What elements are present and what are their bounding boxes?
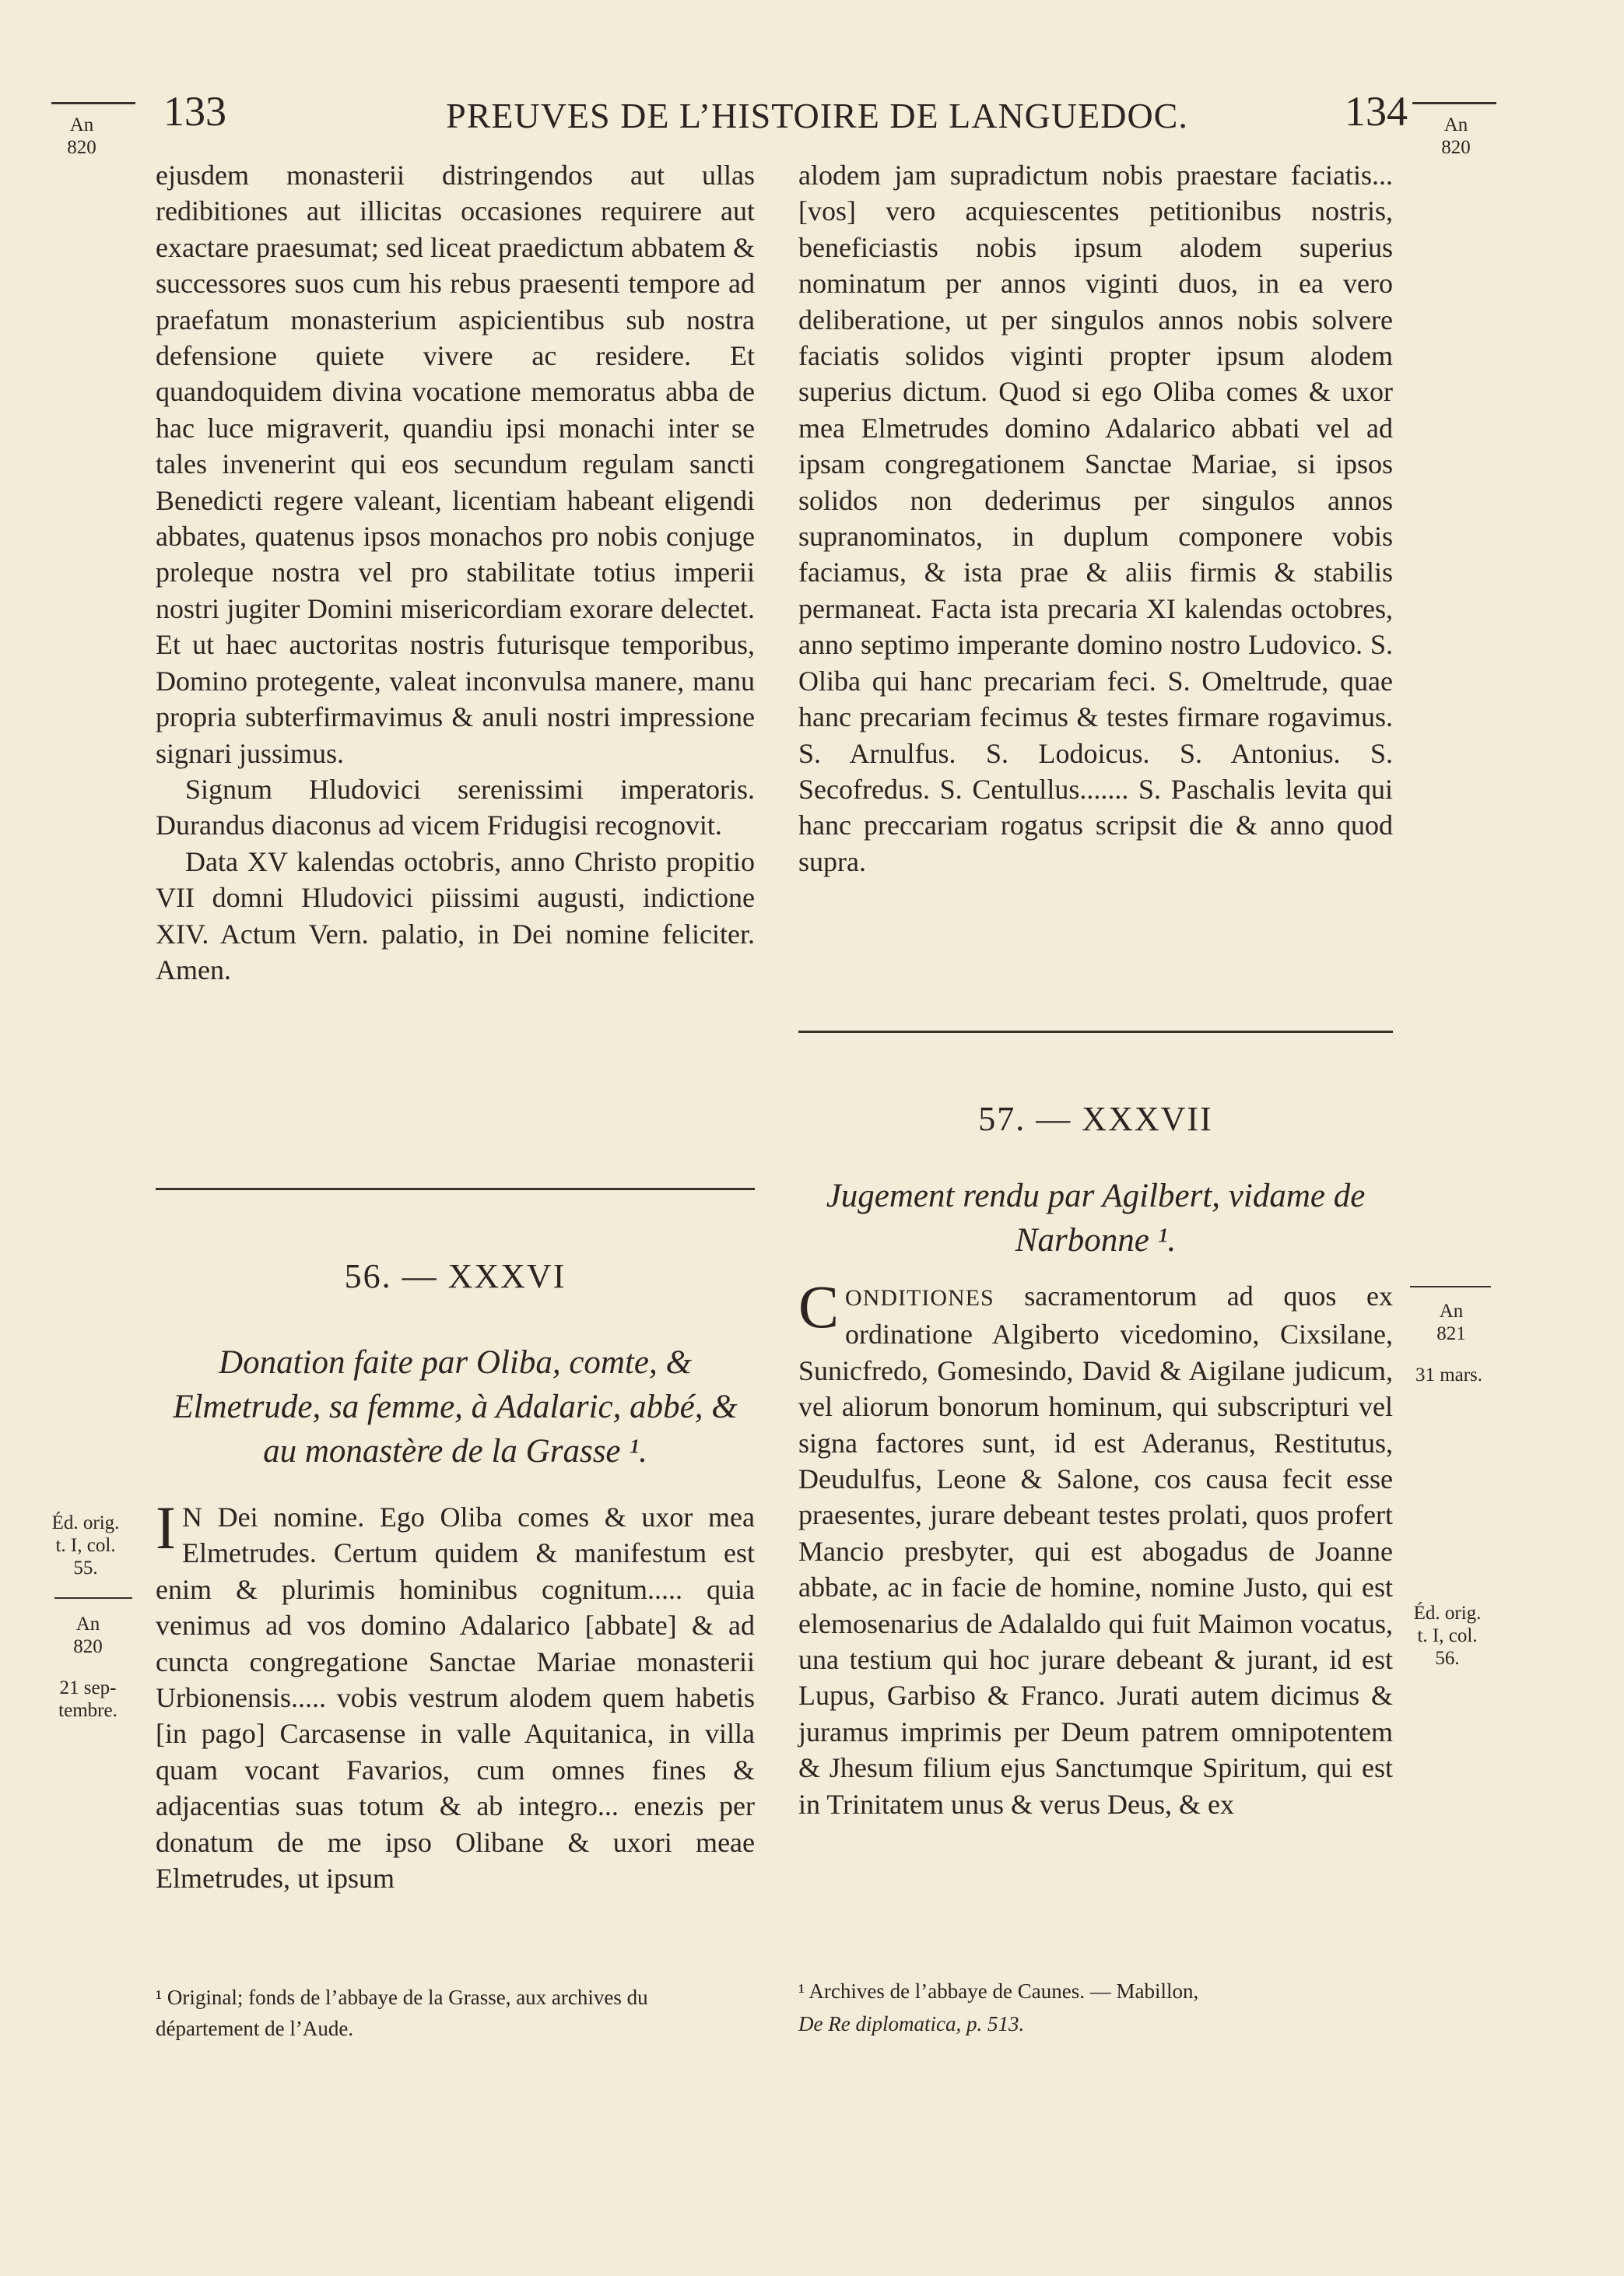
right-section-rule [798,1031,1393,1033]
right-drop-cap: C [798,1273,840,1340]
left-paragraph-3: Data XV kalendas octobris, anno Christo propitio VII domni Hludovici piissimi augusti, indictione XIV. Actum Vern. palatio, in Dei nomine feliciter. Amen. [156,845,755,985]
margin-year-top-right: An 820 [1441,114,1471,158]
left-paragraph-1: ejusdem monasterii distringendos aut ullas redibitiones aut illicitas occasiones requirere aut exactare praesumat; sed liceat praedictum abbatem & successores suos cum his rebus praesenti tempore ad praefatum monasterium aspicientibus sub nostra defensione quiete vivere ac residere. Et quandoquidem divina vocatione memoratus abba de hac luce migraverit, quandiu ipsi monachi inter se tales invenerint qui eos secundum regulam sancti Benedicti regere valeant, licentiam habeant eligendi abbates, quatenus ipsos monachos pro nobis conjuge proleque nostra vel pro stabilitate totius imperii nostri jugiter Domini misericordiam exorare delectet. Et ut haec auctoritas nostris futurisque temporibus, Domino protegente, valeat inconvulsa manere, manu propria subterfirmavimus & anuli nostri impressione signari jussimus. [156,160,755,769]
right-charter-body: sacramentorum ad quos ex ordinatione Algiberto vicedomino, Cixsilane, Sunicfredo, Gomesindo, David & Aigilane judicum, vel aliorum bonorum hominum, qui subscripturi vel signa factores sunt, id est Aderanus, Restitutus, Deudulfus, Leone & Salone, cos causa fecit esse praesentes, jurare debeant testes prolati, quos profert Mancio presbyter, qui est abogadus de Joanne abbate, ac in facie de homine, nomine Justo, qui est elemosenarius de Adalaldo qui fuit Maimon vocatus, una testium qui hoc jurare debeant & jurant, id est Lupus, Garbiso & Franco. Jurati autem dicimus & juramus imprimis per Deum patrem omnipotentem & Jhesum filium ejus Sanctumque Spiritum, qui est in Trinitatem unus & verus Deus, & ex [798,1280,1393,1820]
left-charter-text [156,1494,755,1896]
page-number-right: 134 [1345,88,1408,135]
right-section-heading: 57. — XXXVII [978,1100,1213,1138]
margin-rule-left [54,1597,132,1599]
left-drop-cap: I [156,1494,176,1561]
right-footnote-line-1: ¹ Archives de l’abbaye de Caunes. — Mabillon, [798,1979,1199,2003]
header-rule-left [51,102,135,104]
margin-year-top-left: An 820 [67,114,96,158]
margin-edition-left: Éd. orig. t. I, col. 55. [51,1512,120,1579]
margin-year-right: An 821 [1436,1301,1466,1344]
left-section-title: Donation faite par Oliba, comte, & Elmetrude, sa femme, à Adalaric, abbé, & au monastère de la Grasse ¹. [173,1344,738,1470]
margin-year-left: An 820 [73,1614,103,1657]
left-section-heading: 56. — XXXVI [344,1257,566,1295]
margin-rule-right [1410,1286,1491,1287]
left-section-rule [156,1188,755,1190]
margin-edition-right: Éd. orig. t. I, col. 56. [1413,1603,1482,1669]
left-charter-body: N Dei nomine. Ego Oliba comes & uxor mea Elmetrudes. Certum quidem & manifestum est enim & plurimis hominibus cognitum..... quia venimus ad vos domino Adalarico [abbate] & ad cuncta congregatione Sanctae Mariae monasterii Urbionensis..... vobis vestrum alodem quem habetis [in pago] Carcasense in valle Aquitanica, in villa quam vocant Favarios, cum omnes fines & adjacentias suas totum & ab integro... enezis per donatum de me ipso Olibane & uxori meae Elmetrudes, ut ipsum [156,1502,755,1895]
left-column-text [156,157,755,988]
left-footnote: ¹ Original; fonds de l’abbaye de la Grasse, aux archives du département de l’Aude. [156,1986,648,2040]
right-charter-smallcaps: ONDITIONES [845,1285,994,1311]
right-column-text [798,157,1393,880]
margin-date-right: 31 mars. [1415,1365,1483,1386]
page-number-left: 133 [163,88,226,135]
running-title: PREUVES DE L’HISTOIRE DE LANGUEDOC. [446,96,1188,135]
right-footnote-line-2: De Re diplomatica, p. 513. [798,2012,1025,2035]
header-rule-right [1412,102,1496,104]
right-section-title: Jugement rendu par Agilbert, vidame de Narbonne ¹. [826,1178,1366,1259]
right-charter-text [798,1273,1393,1822]
right-paragraph-1: alodem jam supradictum nobis praestare faciatis... [vos] vero acquiescentes petitionibus nostris, beneficiastis nobis ipsum alodem superius nominatum per annos viginti duos, in ea vero deliberatione, ut per singulos annos nobis solvere faciatis solidos viginti propter ipsum alodem superius dictum. Quod si ego Oliba comes & uxor mea Elmetrudes domino Adalarico abbati vel ad ipsam congregationem Sanctae Mariae, si ipsos solidos non dederimus per singulos annos supranominatos, in duplum componere vobis faciamus, & ista prae & aliis firmis & stabilis permaneat. Facta ista precaria XI kalendas octobres, anno septimo imperante domino nostro Ludovico. S. Oliba qui hanc precariam feci. S. Omeltrude, quae hanc precariam fecimus & testes firmare rogavimus. S. Arnulfus. S. Lodoicus. S. Antonius. S. Secofredus. S. Centullus....... S. Paschalis levita qui hanc preccariam rogatus scripsit die & anno quod supra. [798,160,1393,877]
left-paragraph-2: Signum Hludovici serenissimi imperatoris. Durandus diaconus ad vicem Fridugisi recognovit. [156,773,755,841]
margin-date-left: 21 sep-tembre. [58,1677,118,1721]
